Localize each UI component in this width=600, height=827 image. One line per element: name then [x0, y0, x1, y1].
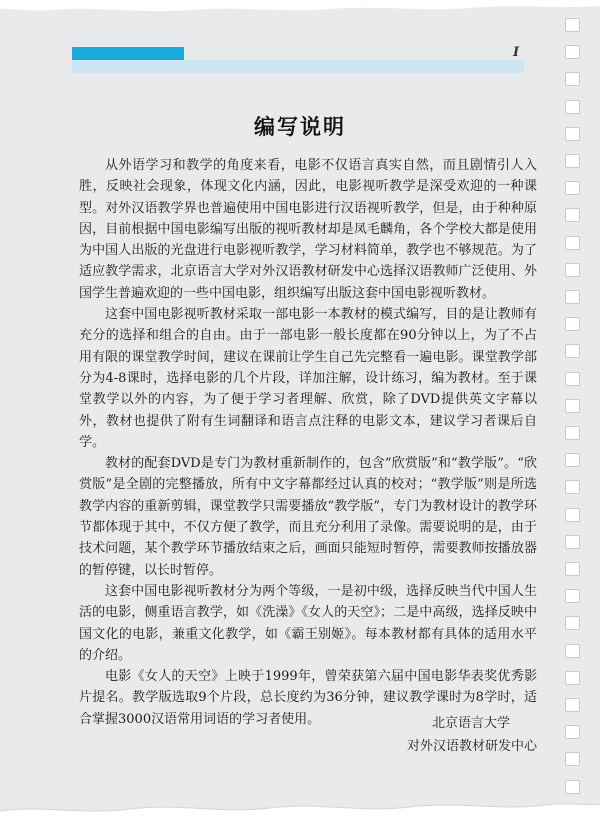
binding-hole	[565, 181, 580, 195]
paragraph: 电影《女人的天空》上映于1999年，曾荣获第六届中国电影华表奖优秀影片提名。教学版选取9个片段，总长度约为36分钟，建议教学课时为8学时，适合掌握3000汉语常用词语的学习者使用。	[79, 669, 537, 727]
binding-hole	[565, 208, 580, 222]
binding-hole	[565, 752, 580, 766]
binding-hole	[565, 508, 580, 522]
binding-hole	[565, 725, 580, 739]
paragraph: 这套中国电影视听教材采取一部电影一本教材的模式编写，目的是让教师有充分的选择和组合的自由。由于一部电影一般长度都在90分钟以上，为了不占用有限的课堂教学时间，建议在课前让学生自己先完整看一遍电影。课堂教学部分为4-8课时，选择电影的几个片段，详加注解，设计练习，编为教材。至于课堂教学以外的内容，为了便于学习者理解、欣赏，除了DVD提供英文字幕以外，教材也提供了附有生词翻译和语言点注释的电影文本，建议学习者课后自学。	[79, 307, 537, 450]
binding-hole	[565, 698, 580, 712]
binding-hole	[565, 372, 580, 386]
binding-hole	[565, 399, 580, 413]
torn-paper-top-edge	[0, 0, 600, 20]
binding-hole	[565, 45, 580, 59]
signature-department: 对外汉语教材研发中心	[407, 739, 538, 754]
body-text	[79, 155, 537, 730]
binding-hole	[565, 236, 580, 250]
binding-hole	[565, 317, 580, 331]
header-decoration-bar	[72, 47, 524, 73]
paragraph: 从外语学习和教学的角度来看，电影不仅语言真实自然，而且剧情引人入胜，反映社会现象，体现文化内涵，因此，电影视听教学是深受欢迎的一种课型。对外汉语教学界也普遍使用中国电影进行汉语视听教学，但是，由于种种原因，目前根据中国电影编写出版的视听教材却是凤毛麟角，各个学校大都是使用为中国人出版的光盘进行电影视听教学，学习材料简单，教学也不够规范。为了适应教学需求，北京语言大学对外汉语教材研发中心选择汉语教师广泛使用、外国学生普遍欢迎的一些中国电影，组织编写出版这套中国电影视听教材。	[79, 158, 537, 301]
binding-hole	[565, 644, 580, 658]
binding-hole	[565, 480, 580, 494]
header-accent-block	[72, 47, 184, 60]
binding-hole	[565, 72, 580, 86]
binding-hole	[565, 290, 580, 304]
header-pale-strip	[72, 60, 524, 73]
binding-hole	[565, 562, 580, 576]
page-number: I	[513, 45, 520, 60]
binding-hole	[565, 344, 580, 358]
paragraph: 教材的配套DVD是专门为教材重新制作的，包含“欣赏版”和“教学版”。“欣赏版”是全剧的完整播放，所有中文字幕都经过认真的校对；“教学版”则是所选教学内容的重新剪辑，课堂教学只需要播放“教学版”，专门为教材设计的教学环节都体现于其中，不仅方便了教学，而且充分利用了录像。需要说明的是，由于技术问题，某个教学环节播放结束之后，画面只能短时暂停，需要教师按播放器的暂停键，以长时暂停。	[79, 456, 537, 578]
binding-hole	[565, 616, 580, 630]
binding-hole	[565, 154, 580, 168]
binding-hole	[565, 671, 580, 685]
binding-hole	[565, 426, 580, 440]
page-title: 编写说明	[254, 115, 346, 139]
binding-hole	[565, 18, 580, 32]
paragraph: 这套中国电影视听教材分为两个等级，一是初中级，选择反映当代中国人生活的电影，侧重语言教学，如《洗澡》《女人的天空》；二是中高级，选择反映中国文化的电影，兼重文化教学，如《霸王别姬》。每本教材都有具体的适用水平的介绍。	[79, 583, 537, 663]
binding-hole	[565, 453, 580, 467]
binding-hole	[565, 589, 580, 603]
signature-institution: 北京语言大学	[432, 716, 511, 731]
torn-paper-bottom-edge	[0, 787, 600, 827]
binding-hole	[565, 263, 580, 277]
binding-hole	[565, 535, 580, 549]
